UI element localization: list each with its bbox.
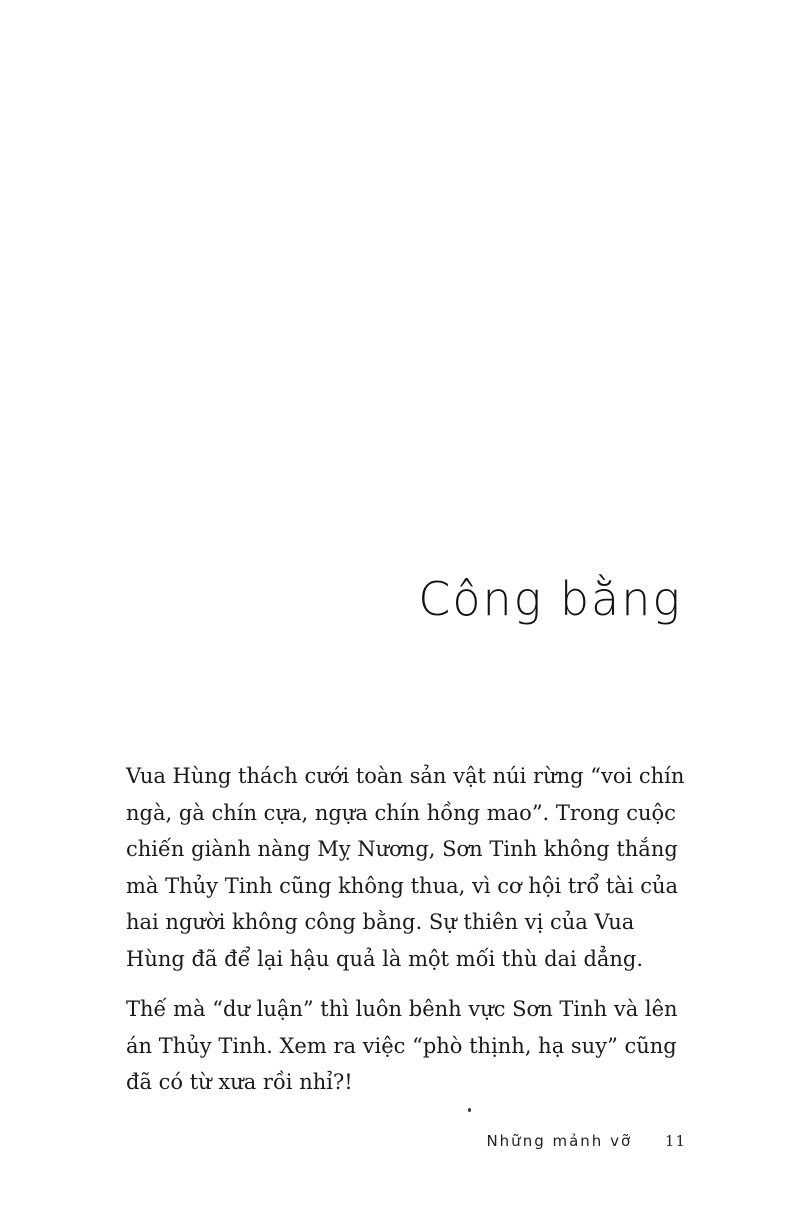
- body-text: [126, 758, 692, 1115]
- ink-speck: [468, 1108, 471, 1112]
- page-footer: [486, 1132, 686, 1150]
- book-name: Những mảnh vỡ: [486, 1132, 633, 1150]
- paragraph-2: Thế mà “dư luận” thì luôn bênh vực Sơn Tinh và lên án Thủy Tinh. Xem ra việc “phò thịnh, hạ suy” cũng đã có từ xưa rồi nhỉ?!: [126, 997, 678, 1094]
- page-number: 11: [664, 1132, 686, 1150]
- chapter-title: Công bằng: [418, 572, 682, 626]
- paragraph-1: Vua Hùng thách cưới toàn sản vật núi rừng “voi chín ngà, gà chín cựa, ngựa chín hồng mao”. Trong cuộc chiến giành nàng Mỵ Nương, Sơn Tinh không thắng mà Thủy Tinh cũng không thua, vì cơ hội trổ tài của hai người không công bằng. Sự thiên vị của Vua Hùng đã để lại hậu quả là một mối thù dai dẳng.: [126, 764, 685, 971]
